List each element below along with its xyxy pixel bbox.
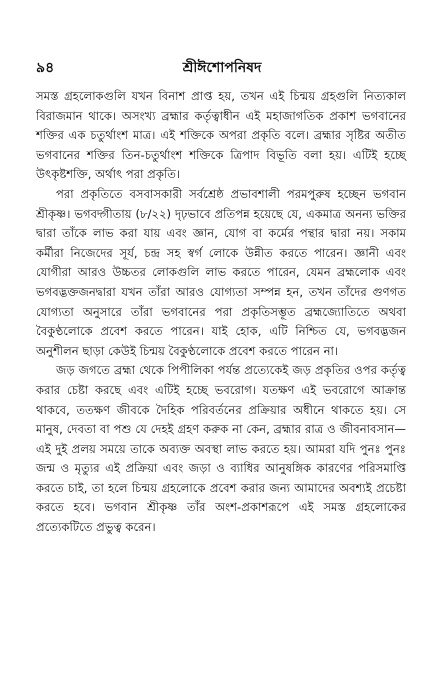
paragraph-3: জড় জগতে ব্রহ্মা থেকে পিপীলিকা পর্যন্ত প্রত্যেকেই জড় প্রকৃতির ওপর কর্তৃত্ব করার চেষ্টা করছে এবং এটিই হচ্ছে ভবরোগ। যতক্ষণ এই ভবরোগে আক্রান্ত থাকবে, ততক্ষণ জীবকে দৈহিক পরিবর্তনের প্রক্রিয়ার অধীনে থাকতে হয়। সে মানুষ, দেবতা বা পশু যে দেহই গ্রহণ করুক না কেন, ব্রহ্মার রাত্র ও জীবনাবসান—এই দুই প্রলয় সময়ে তাকে অব্যক্ত অবস্থা লাভ করতে হয়। আমরা যদি পুনঃ পুনঃ জন্ম ও মৃত্যুর এই প্রক্রিয়া এবং জড়া ও ব্যাধির আনুষঙ্গিক কারণের পরিসমাপ্তি করতে চাই, তা হলে চিন্ময় গ্রহলোকে প্রবেশ করার জন্য আমাদের অবশ্যই প্রচেষ্টা করতে হবে। ভগবান শ্রীকৃষ্ণ তাঁর অংশ-প্রকাশরূপে এই সমস্ত গ্রহলোকের প্রত্যেকটিতে প্রভুত্ব করেন। (36, 363, 406, 535)
page-header (36, 58, 408, 78)
paragraph-2: পরা প্রকৃতিতে বসবাসকারী সর্বশ্রেষ্ঠ প্রভাবশালী পরমপুরুষ হচ্ছেন ভগবান শ্রীকৃষ্ণ। ভগবদ্গীতায় (৮/২২) দৃঢ়ভাবে প্রতিপন্ন হয়েছে যে, একমাত্র অনন্য ভক্তির দ্বারা তাঁকে লাভ করা যায় এবং জ্ঞান, যোগ বা কর্মের পন্থার দ্বারা নয়। সকাম কর্মীরা নিজেদের সূর্য, চন্দ্র সহ স্বর্গ লোকে উন্নীত করতে পারেন। জ্ঞানী এবং যোগীরা আরও উচ্চতর লোকগুলি লাভ করতে পারেন, যেমন ব্রহ্মলোক এবং ভগবদ্ভক্তজনদ্বারা যখন তাঁরা আরও যোগ্যতা সম্পন্ন হন, তখন তাঁদের গুণগত যোগ্যতা অনুসারে তাঁরা ভগবানের পরা প্রকৃতিসম্ভূত ব্রহ্মজ্যোতিতে অথবা বৈকুণ্ঠলোকে প্রবেশ করতে পারেন। যাই হোক, এটি নিশ্চিত যে, ভগবদ্ভজন অনুশীলন ছাড়া কেউই চিন্ময় বৈকুণ্ঠলোকে প্রবেশ করতে পারেন না। (36, 186, 406, 358)
running-title: শ্রীঈশোপনিষদ (182, 60, 262, 76)
paragraph-1: সমস্ত গ্রহলোকগুলি যখন বিনাশ প্রাপ্ত হয়, তখন এই চিন্ময় গ্রহগুলি নিত্যকাল বিরাজমান থাকে। অসংখ্য ব্রহ্মার কর্তৃত্বাধীন এই মহাজাগতিক প্রকাশ ভগবানের শক্তির এক চতুর্থাংশ মাত্র। এই শক্তিকে অপরা প্রকৃতি বলে। ব্রহ্মার সৃষ্টির অতীত ভগবানের শক্তির তিন-চতুর্থাংশ শক্তিকে ত্রিপাদ বিভূতি বলা হয়। এটিই হচ্ছে উৎকৃষ্টশক্তি, অর্থাৎ পরা প্রকৃতি। (36, 89, 406, 182)
page-number: ৯৪ (36, 60, 55, 76)
body-text (36, 87, 406, 538)
